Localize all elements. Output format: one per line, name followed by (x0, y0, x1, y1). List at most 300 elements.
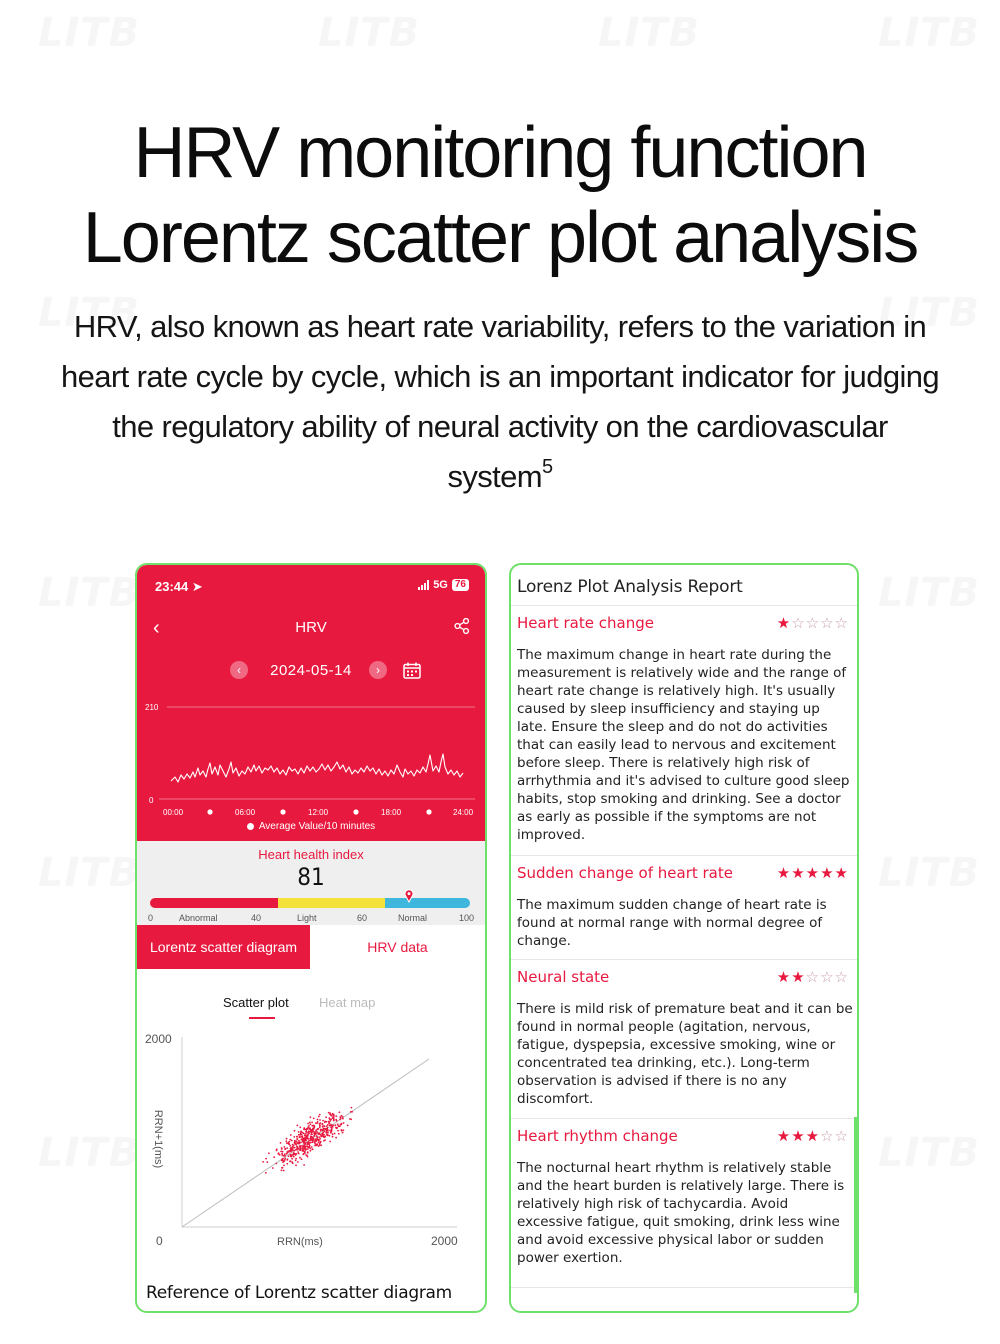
scatter-point (332, 1125, 334, 1127)
scatter-point (315, 1140, 317, 1142)
scatter-point (337, 1130, 339, 1132)
active-subtab-indicator (249, 1017, 275, 1019)
scatter-point (311, 1122, 313, 1124)
scatter-point (294, 1142, 296, 1144)
scatter-point (282, 1155, 284, 1157)
scatter-point (296, 1138, 298, 1140)
heart-health-index (137, 841, 485, 935)
scatter-point (290, 1160, 292, 1162)
battery-icon: 76 (452, 579, 469, 591)
scatter-x-axis-label: RRN(ms) (277, 1236, 323, 1248)
watermark (878, 10, 980, 56)
scatter-point (330, 1114, 332, 1116)
status-bar (155, 579, 469, 595)
scatter-point (281, 1160, 283, 1162)
scatter-point (332, 1133, 334, 1135)
scatter-point (332, 1117, 334, 1119)
scatter-point (317, 1128, 319, 1130)
scale-label: Abnormal (179, 913, 218, 923)
health-index-bar (150, 898, 470, 908)
x-tick-label: 24:00 (453, 808, 474, 817)
scatter-point (343, 1129, 345, 1131)
watermark (318, 10, 420, 56)
scatter-point (309, 1128, 311, 1130)
scatter-origin-label: 0 (156, 1234, 163, 1248)
chevron-left-icon[interactable]: ‹ (153, 617, 160, 639)
next-day-icon[interactable]: › (369, 661, 387, 679)
watermark (878, 1130, 980, 1176)
section-text: There is mild risk of premature beat and it can be found in normal people (agitation, nervous, fatigue, dyspepsia, excessive smoking, wine or concentrated tea drinking, etc.). Long-term observation is advised if there is no any discomfort. (517, 1001, 853, 1107)
scatter-point (294, 1147, 296, 1149)
scatter-point (280, 1151, 282, 1153)
scatter-point (329, 1141, 331, 1143)
watermark (38, 570, 140, 616)
date-label[interactable]: 2024-05-14 (270, 662, 352, 679)
scatter-point (300, 1142, 302, 1144)
scatter-point (328, 1121, 330, 1123)
health-scale (137, 913, 485, 925)
scatter-point (284, 1158, 286, 1160)
scale-label: 100 (459, 913, 475, 923)
scatter-point (319, 1127, 321, 1129)
star-filled-icon: ★ (805, 864, 821, 882)
scatter-point (319, 1136, 321, 1138)
scatter-point (330, 1131, 332, 1133)
scatter-point (317, 1139, 319, 1141)
intro-footnote: 5 (542, 456, 553, 478)
scatter-point (327, 1133, 329, 1135)
scatter-point (313, 1125, 315, 1127)
scatter-point (326, 1121, 328, 1123)
star-empty-icon: ☆ (805, 614, 821, 632)
scatter-point (262, 1161, 264, 1163)
scatter-y-max-label: 2000 (145, 1032, 172, 1046)
hrv-header (137, 565, 485, 841)
scatter-point (319, 1122, 321, 1124)
scatter-point (284, 1155, 286, 1157)
scatter-point (307, 1132, 309, 1134)
scatter-point (343, 1122, 345, 1124)
scatter-point (265, 1172, 267, 1174)
scatter-point (306, 1146, 308, 1148)
x-tick-dot (280, 809, 285, 814)
scatter-point (297, 1161, 299, 1163)
scatter-point (300, 1132, 302, 1134)
scatter-point (286, 1138, 288, 1140)
scatter-point (305, 1154, 307, 1156)
phone-screenshot (135, 563, 487, 1313)
x-tick-dot (426, 809, 431, 814)
lorenz-report-panel (509, 563, 859, 1313)
scatter-point (327, 1127, 329, 1129)
scatter-point (323, 1134, 325, 1136)
scatter-point (296, 1149, 298, 1151)
scatter-point (314, 1142, 316, 1144)
report-scrollbar[interactable] (854, 1117, 857, 1293)
scatter-point (332, 1136, 334, 1138)
scatter-point (281, 1167, 283, 1169)
x-tick-label: 06:00 (235, 808, 256, 817)
subtab-heat-map[interactable]: Heat map (319, 995, 376, 1010)
scatter-point (273, 1156, 275, 1158)
scatter-point (321, 1135, 323, 1137)
watermark (38, 1130, 140, 1176)
scatter-point (303, 1141, 305, 1143)
date-selector (137, 659, 485, 683)
scatter-point (312, 1131, 314, 1133)
scatter-point (311, 1133, 313, 1135)
x-tick-label: 00:00 (163, 808, 184, 817)
watermark (38, 850, 140, 896)
scatter-point (301, 1135, 303, 1137)
index-marker-icon (404, 889, 414, 903)
scatter-point (307, 1138, 309, 1140)
scatter-point (310, 1150, 312, 1152)
screen-title: HRV (295, 619, 327, 636)
scatter-point (292, 1146, 294, 1148)
star-empty-icon: ☆ (820, 1127, 835, 1145)
section-heading: Neural state (517, 968, 610, 986)
scatter-point (350, 1118, 352, 1120)
scatter-point (329, 1135, 331, 1137)
star-filled-icon: ★ (776, 968, 792, 986)
scatter-point (326, 1125, 328, 1127)
scatter-point (287, 1158, 289, 1160)
scatter-point (310, 1136, 312, 1138)
scatter-point (325, 1116, 327, 1118)
scatter-point (351, 1111, 353, 1113)
scatter-point (314, 1133, 316, 1135)
scatter-point (276, 1150, 278, 1152)
scatter-point (319, 1119, 321, 1121)
scatter-point (324, 1125, 326, 1127)
scatter-point (286, 1152, 288, 1154)
x-axis-ticks (163, 808, 474, 817)
scatter-point (295, 1158, 297, 1160)
scatter-point (322, 1130, 324, 1132)
scatter-point (333, 1114, 335, 1116)
scatter-point (282, 1151, 284, 1153)
scatter-point (347, 1125, 349, 1127)
scatter-point (295, 1164, 297, 1166)
star-rating (777, 968, 849, 986)
scatter-y-axis-label: RRN+1(ms) (152, 1109, 164, 1169)
scatter-point (290, 1134, 292, 1136)
star-rating (777, 1127, 849, 1145)
star-filled-icon: ★ (791, 1127, 806, 1145)
scatter-point (312, 1148, 314, 1150)
scatter-point (296, 1136, 298, 1138)
scatter-point (312, 1136, 314, 1138)
diagram-tabs (137, 925, 485, 969)
scatter-point (282, 1161, 284, 1163)
bar-segment-abnormal (150, 898, 278, 908)
scatter-point (294, 1130, 296, 1132)
scatter-point (308, 1143, 310, 1145)
section-text: The nocturnal heart rhythm is relatively stable and the heart burden is relatively large. There is relatively high risk of tachycardia. Avoid excessive fatigue, quit smoking, drink less wine and avoid excessive physical labor or sudden power exertion. (517, 1160, 845, 1266)
scatter-point (305, 1131, 307, 1133)
scatter-point (328, 1122, 330, 1124)
watermark (878, 570, 980, 616)
scatter-point (329, 1112, 331, 1114)
report-section-neural-state (511, 959, 857, 1116)
tab-hrv-data[interactable]: HRV data (367, 939, 428, 955)
scatter-point (284, 1148, 286, 1150)
scatter-point (319, 1138, 321, 1140)
scatter-point (322, 1120, 324, 1122)
scatter-point (313, 1118, 315, 1120)
prev-day-icon[interactable]: ‹ (230, 661, 248, 679)
health-index-value: 81 (297, 863, 325, 891)
scatter-point (276, 1163, 278, 1165)
section-heading: Heart rhythm change (517, 1127, 678, 1145)
share-icon[interactable] (453, 617, 471, 640)
scatter-point (316, 1122, 318, 1124)
scatter-point (296, 1140, 298, 1142)
section-text: The maximum sudden change of heart rate is found at normal range with normal degree of change. (517, 897, 827, 949)
scale-label: 60 (357, 913, 368, 923)
scatter-point (321, 1133, 323, 1135)
lorentz-scatter-plot (137, 1027, 485, 1277)
scatter-point (309, 1122, 311, 1124)
scatter-point (299, 1157, 301, 1159)
plot-subtabs (137, 995, 485, 1019)
scatter-point (312, 1139, 314, 1141)
star-filled-icon: ★ (791, 864, 806, 882)
scatter-point (323, 1136, 325, 1138)
location-arrow-icon: ➤ (191, 579, 203, 594)
star-rating (777, 614, 849, 632)
scatter-point (281, 1169, 283, 1171)
scatter-point (293, 1150, 295, 1152)
report-section-sudden-change (511, 855, 857, 958)
heart-rate-chart (137, 695, 485, 819)
scatter-point (307, 1123, 309, 1125)
scatter-point (310, 1142, 312, 1144)
scatter-point (307, 1141, 309, 1143)
star-filled-icon: ★ (820, 864, 835, 882)
signal-icon (418, 580, 429, 590)
scatter-x-max-label: 2000 (431, 1234, 458, 1248)
scatter-point (341, 1129, 343, 1131)
scatter-point (281, 1148, 283, 1150)
scatter-point (323, 1128, 325, 1130)
scatter-point (304, 1152, 306, 1154)
scatter-point (317, 1119, 319, 1121)
star-filled-icon: ★ (805, 1127, 821, 1145)
section-text: The maximum change in heart rate during the measurement is relatively wide and the range of heart rate change is relatively high. It's usually caused by sleep insufficiency and staying up late. Ensure the sleep and do not do activities that can easily lead to nervous and excitement before sleep. There is relatively high risk of arrhythmia and it's advised to culture good sleep habits, stop smoking and drinking. See a doctor as early as possible if the symptoms are not improved. (517, 647, 850, 843)
scatter-point (315, 1144, 317, 1146)
watermark (598, 10, 700, 56)
scatter-point (282, 1158, 284, 1160)
scatter-point (312, 1129, 314, 1131)
scatter-point (305, 1149, 307, 1151)
star-empty-icon: ☆ (834, 614, 849, 632)
scatter-point (272, 1167, 274, 1169)
scatter-point (306, 1136, 308, 1138)
watermark (38, 10, 140, 56)
scatter-point (312, 1141, 314, 1143)
bar-segment-normal (385, 898, 470, 908)
headline-line-2: Lorentz scatter plot analysis (82, 198, 918, 278)
legend-label: Average Value/10 minutes (258, 821, 376, 832)
scatter-point (308, 1147, 310, 1149)
scatter-point (284, 1153, 286, 1155)
scatter-point (298, 1131, 300, 1133)
scatter-point (342, 1132, 344, 1134)
scatter-point (299, 1126, 301, 1128)
y-axis-bottom-label: 0 (149, 796, 154, 805)
scatter-point (291, 1158, 293, 1160)
star-filled-icon: ★ (776, 614, 792, 632)
scatter-point (335, 1115, 337, 1117)
network-type: 5G (433, 579, 448, 591)
scatter-point (304, 1135, 306, 1137)
scatter-point (302, 1146, 304, 1148)
scatter-point (303, 1127, 305, 1129)
scatter-point (297, 1125, 299, 1127)
legend-dot (247, 823, 254, 830)
scatter-point (289, 1150, 291, 1152)
scatter-reference-caption: Reference of Lorentz scatter diagram (146, 1283, 452, 1303)
scatter-point (338, 1133, 340, 1135)
scatter-point (334, 1124, 336, 1126)
star-empty-icon: ☆ (805, 968, 821, 986)
scatter-point (285, 1140, 287, 1142)
scatter-point (327, 1131, 329, 1133)
scatter-point (319, 1114, 321, 1116)
scatter-point (288, 1142, 290, 1144)
scatter-point (284, 1159, 286, 1161)
scatter-point (300, 1146, 302, 1148)
scatter-point (297, 1151, 299, 1153)
scatter-point (324, 1139, 326, 1141)
scatter-point (286, 1147, 288, 1149)
scatter-point (325, 1132, 327, 1134)
bar-segment-light (278, 898, 385, 908)
chart-legend (137, 821, 485, 832)
scatter-point (304, 1137, 306, 1139)
scatter-point (311, 1146, 313, 1148)
scatter-point (298, 1142, 300, 1144)
scale-label: Light (297, 913, 317, 923)
y-axis-top-label: 210 (145, 703, 159, 712)
scatter-point (324, 1135, 326, 1137)
x-tick-label: 12:00 (308, 808, 329, 817)
scatter-point (339, 1125, 341, 1127)
scatter-point (305, 1140, 307, 1142)
scatter-point (342, 1118, 344, 1120)
subtab-scatter-plot[interactable]: Scatter plot (223, 995, 289, 1010)
scatter-point (290, 1155, 292, 1157)
nav-bar (137, 615, 485, 639)
tab-lorentz-scatter[interactable]: Lorentz scatter diagram (137, 925, 310, 969)
star-empty-icon: ☆ (791, 614, 806, 632)
scatter-point (333, 1116, 335, 1118)
scatter-point (283, 1165, 285, 1167)
scatter-point (339, 1119, 341, 1121)
scatter-point (307, 1151, 309, 1153)
scale-label: Normal (398, 913, 428, 923)
scatter-point (295, 1149, 297, 1151)
scatter-point (288, 1155, 290, 1157)
scatter-point (299, 1136, 301, 1138)
scatter-point (339, 1111, 341, 1113)
scale-label: 40 (251, 913, 262, 923)
star-empty-icon: ☆ (820, 614, 835, 632)
scatter-point (335, 1137, 337, 1139)
scatter-point (319, 1144, 321, 1146)
calendar-icon[interactable] (403, 662, 421, 684)
scatter-point (310, 1116, 312, 1118)
scatter-point (336, 1127, 338, 1129)
scatter-point (336, 1120, 338, 1122)
scatter-point (284, 1146, 286, 1148)
report-section-heart-rhythm (511, 1118, 857, 1288)
scatter-point (301, 1158, 303, 1160)
scatter-point (303, 1164, 305, 1166)
scatter-point (293, 1136, 295, 1138)
scatter-point (302, 1149, 304, 1151)
star-filled-icon: ★ (776, 1127, 792, 1145)
intro-text: HRV, also known as heart rate variability, refers to the variation in heart rate cycle by cycle, which is an important indicator for judging the regulatory ability of neural activity on the cardiovascular system (60, 309, 940, 494)
scatter-point (265, 1158, 267, 1160)
scatter-point (291, 1161, 293, 1163)
scatter-point (266, 1161, 268, 1163)
scatter-point (329, 1125, 331, 1127)
scatter-point (286, 1163, 288, 1165)
scatter-point (299, 1149, 301, 1151)
scatter-point (290, 1148, 292, 1150)
intro-paragraph (60, 302, 940, 502)
x-tick-dot (207, 809, 212, 814)
scatter-point (268, 1152, 270, 1154)
scatter-point (341, 1115, 343, 1117)
scatter-point (295, 1160, 297, 1162)
scatter-point (310, 1123, 312, 1125)
star-filled-icon: ★ (834, 864, 849, 882)
scatter-point (331, 1128, 333, 1130)
scatter-point (307, 1148, 309, 1150)
scatter-point (351, 1107, 353, 1109)
scatter-point (322, 1123, 324, 1125)
scatter-point (280, 1142, 282, 1144)
scatter-point (289, 1139, 291, 1141)
star-rating (777, 864, 849, 882)
scatter-point (281, 1153, 283, 1155)
star-empty-icon: ☆ (834, 968, 849, 986)
scatter-point (279, 1154, 281, 1156)
scatter-points (262, 1107, 353, 1174)
status-time: 23:44 ➤ (155, 579, 203, 594)
star-filled-icon: ★ (776, 864, 792, 882)
scatter-point (293, 1156, 295, 1158)
star-empty-icon: ☆ (834, 1127, 849, 1145)
scatter-point (283, 1170, 285, 1172)
star-empty-icon: ☆ (820, 968, 835, 986)
scatter-point (318, 1141, 320, 1143)
scatter-point (316, 1135, 318, 1137)
scatter-point (304, 1133, 306, 1135)
scatter-point (291, 1140, 293, 1142)
scatter-point (289, 1145, 291, 1147)
scatter-point (328, 1117, 330, 1119)
heart-rate-line (171, 754, 463, 782)
report-title: Lorenz Plot Analysis Report (517, 577, 743, 597)
scatter-point (307, 1128, 309, 1130)
watermark (878, 850, 980, 896)
scatter-point (278, 1152, 280, 1154)
